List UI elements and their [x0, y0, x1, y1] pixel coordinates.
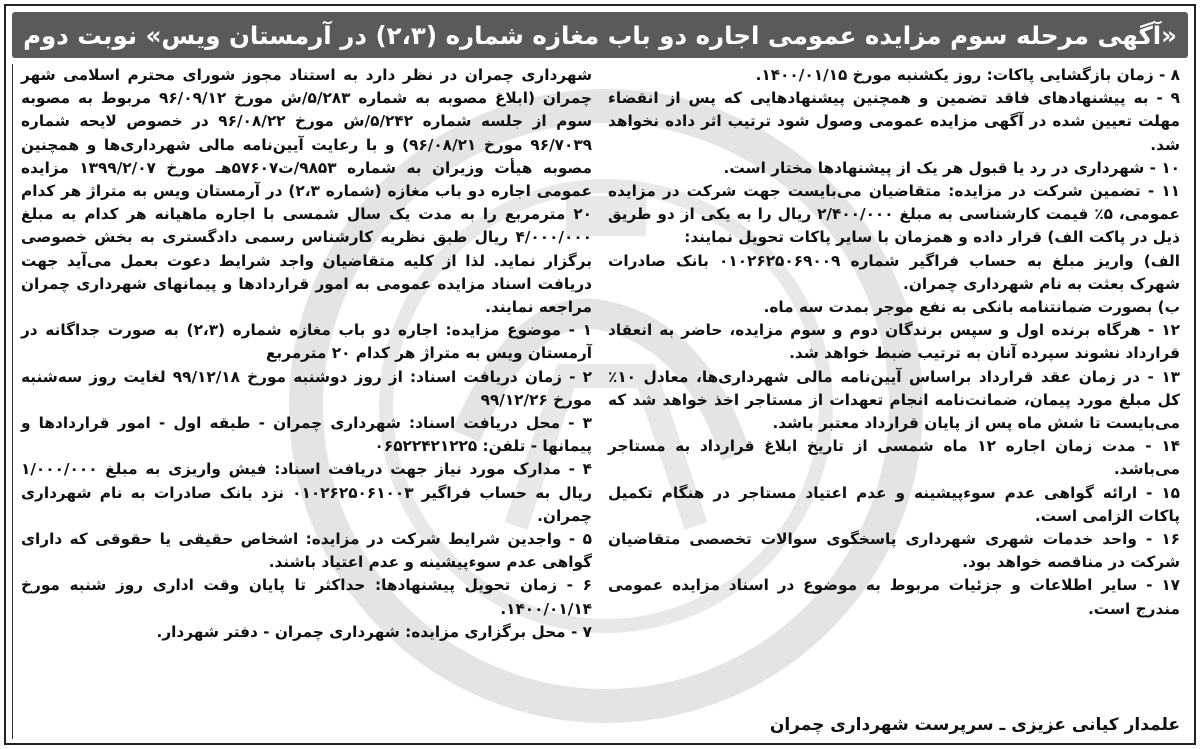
notice-header	[12, 12, 1188, 58]
right-column-paragraph: شهرداری چمران در نظر دارد به استناد مجوز شورای محترم اسلامی شهر چمران (ابلاغ مصوبه به شماره ۵/۲۸۳/ش مورخ ۹۶/۰۹/۱۲ مربوط به مصوبه سوم از جلسه شماره ۵/۲۴۲/ش مورخ ۹۶/۰۸/۲۲ در خصوص لایحه شماره ۹۶/۷۰۳۹ مورخ ۹۶/۰۸/۲۱) و با رعایت آیین‌نامه مالی شهرداری‌ها و همچنین مصوبه هیأت وزیران به شماره ۹۸۵۳/ت۵۷۶۰۷هـ مورخ ۱۳۹۹/۲/۰۷ مزایده عمومی اجاره دو باب مغازه (شماره ۲،۳) در آرمستان ویس به متراژ هر کدام ۲۰ مترمربع را به مدت یک سال شمسی با اجاره ماهیانه هر کدام به مبلغ ۴/۰۰۰/۰۰۰ ریال طبق نظریه کارشناس رسمی دادگستری به بخش خصوصی برگزار نماید. لذا از کلیه متقاضیان واجد شرایط دعوت بعمل می‌آید جهت دریافت اسناد مزایده عمومی به امور قراردادها و پیمانهای شهرداری چمران مراجعه نمایند.	[21, 66, 592, 317]
left-column-paragraph: الف) واریز مبلغ به حساب فراگیر شماره ۰۱۰۲۶۲۵۰۶۹۰۰۹ بانک صادرات شهرک بعثت به نام شهرداری چمران.	[608, 251, 1180, 293]
right-column-paragraph: ۷ - محل برگزاری مزایده: شهرداری چمران - دفتر شهردار.	[156, 622, 592, 641]
left-column-paragraph: ۱۰ - شهرداری در رد یا قبول هر یک از پیشنهادها مختار است.	[723, 158, 1180, 177]
right-column-paragraph: ۱ - موضوع مزایده: اجاره دو باب مغازه شماره (۲،۳) به صورت جداگانه در آرمستان ویس به متراژ هر کدام ۲۰ مترمربع	[21, 321, 592, 363]
left-column-paragraph: ۱۵ - ارائه گواهی عدم سوءپیشینه و عدم اعتیاد مستاجر در هنگام تکمیل پاکات الزامی است.	[608, 483, 1180, 525]
notice-title: «آگهی مرحله سوم مزایده عمومی اجاره دو باب مغازه شماره (۲،۳) در آرمستان ویس» نوبت دوم	[23, 20, 1177, 50]
right-column-paragraph: ۴ - مدارک مورد نیاز جهت دریافت اسناد: فیش واریزی به مبلغ ۱/۰۰۰/۰۰۰ ریال به حساب فراگیر ۰۱۰۲۶۲۵۰۶۱۰۰۳ نزد بانک صادرات به نام شهرداری چمران.	[21, 460, 592, 525]
signature: علمدار کیانی عزیزی ـ سرپرست شهرداری چمران	[769, 714, 1180, 735]
right-column-paragraph: ۶ - زمان تحویل پیشنهادها: حداکثر تا پایان وقت اداری روز شنبه مورخ ۱۴۰۰/۰۱/۱۴.	[21, 576, 592, 618]
left-column-body	[608, 64, 1180, 651]
notice-body	[12, 64, 1188, 739]
left-column-paragraph: ۱۴ - مدت زمان اجاره ۱۲ ماه شمسی از تاریخ ابلاغ قرارداد به مستاجر می‌باشد.	[608, 437, 1180, 479]
right-column-paragraph: ۳ - محل دریافت اسناد: شهرداری چمران - طبقه اول - امور قراردادها و پیمانها - تلفن: ۰۶۵۲۲۴۲۱۲۲۵	[21, 414, 592, 456]
left-column-paragraph: ۸ - زمان بازگشایی پاکات: روز یکشنبه مورخ ۱۴۰۰/۰۱/۱۵.	[755, 66, 1180, 84]
left-column-paragraph: ۱۶ - واحد خدمات شهری شهرداری پاسخگوی سوالات تخصصی متقاضیان شرکت در مناقصه خواهد بود.	[608, 530, 1180, 572]
left-column-paragraph: ۱۲ - هرگاه برنده اول و سپس برندگان دوم و سوم مزایده، حاضر به انعقاد قرارداد نشوند سپرده آنان به ترتیب ضبط خواهد شد.	[608, 321, 1180, 363]
left-column-paragraph: ۹ - به پیشنهادهای فاقد تضمین و همچنین پیشنهادهایی که پس از انقضاء مهلت تعیین شده در آگهی مزایده عمومی وصول شود ترتیب اثر داده نخواهد شد.	[608, 89, 1180, 154]
left-column-paragraph: ۱۱ - تضمین شرکت در مزایده: متقاضیان می‌بایست جهت شرکت در مزایده عمومی، ۵٪ قیمت کارشناسی به مبلغ ۲/۴۰۰/۰۰۰ ریال را به یکی از دو طریق ذیل در پاکت الف) قرار داده و همزمان با سایر پاکات تحویل نمایند:	[608, 182, 1180, 247]
notice-frame	[4, 4, 1196, 745]
left-column-paragraph: ۱۷ - سایر اطلاعات و جزئیات مربوط به موضوع در اسناد مزایده عمومی مندرج است.	[608, 576, 1180, 618]
right-column	[12, 64, 600, 739]
left-column-paragraph: ۱۳ - در زمان عقد قرارداد براساس آیین‌نامه مالی شهرداری‌ها، معادل ۱۰٪ کل مبلغ مورد پیمان، ضمانت‌نامه انجام تعهدات از مستاجر اخذ خواهد شد که می‌بایست تا شش ماه پس از پایان قرارداد معتبر باشد.	[608, 367, 1180, 433]
right-column-paragraph: ۲ - زمان دریافت اسناد: از روز دوشنبه مورخ ۹۹/۱۲/۱۸ لغایت روز سه‌شنبه مورخ ۹۹/۱۲/۲۶	[21, 367, 592, 409]
left-column-paragraph: ب) بصورت ضمانتنامه بانکی به نفع موجر بمدت سه ماه.	[763, 298, 1180, 317]
left-column	[600, 64, 1188, 739]
right-column-paragraph: ۵ - واجدین شرایط شرکت در مزایده: اشخاص حقیقی یا حقوقی که دارای گواهی عدم سوءپیشینه و عدم اعتیاد باشند.	[21, 530, 592, 572]
